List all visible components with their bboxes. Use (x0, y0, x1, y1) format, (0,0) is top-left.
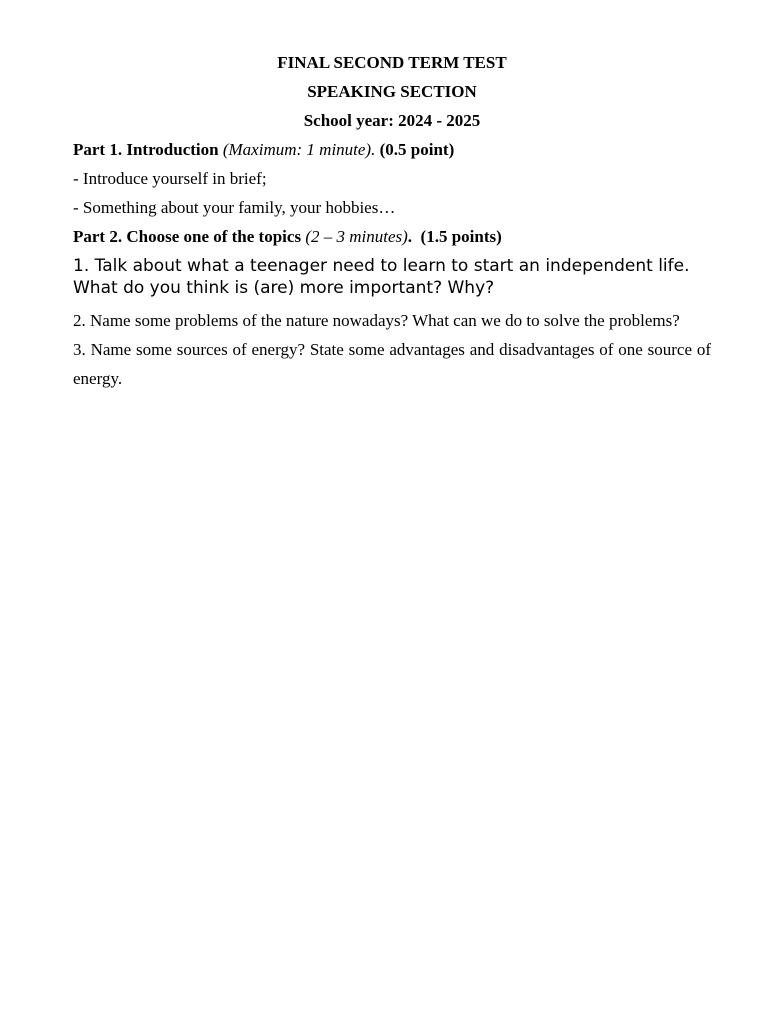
topic-1: 1. Talk about what a teenager need to learn to start an independent life. What do you think is (are) more important? Why? (73, 256, 690, 298)
part1-heading (73, 135, 711, 164)
part2-dot: . (407, 227, 413, 246)
part1-item: - Introduce yourself in brief; (73, 169, 267, 188)
part1-points: (0.5 point) (379, 140, 455, 159)
part2-points: (1.5 points) (420, 227, 502, 246)
part1-label: Part 1. Introduction (73, 140, 219, 159)
part1-duration: (Maximum: 1 minute). (222, 140, 376, 159)
part2-label: Part 2. Choose one of the topics (73, 227, 302, 246)
topic-3: 3. Name some sources of energy? State some advantages and disadvantages of one source of energy. (73, 340, 711, 388)
section-title: SPEAKING SECTION (307, 82, 477, 101)
part1-item: - Something about your family, your hobbies… (73, 198, 396, 217)
part2-heading (73, 222, 711, 251)
part2-duration: (2 – 3 minutes) (305, 227, 408, 246)
topic-2: 2. Name some problems of the nature nowadays? What can we do to solve the problems? (73, 311, 680, 330)
document-page (73, 48, 711, 393)
school-year: School year: 2024 - 2025 (303, 111, 481, 130)
test-title: FINAL SECOND TERM TEST (277, 53, 507, 72)
